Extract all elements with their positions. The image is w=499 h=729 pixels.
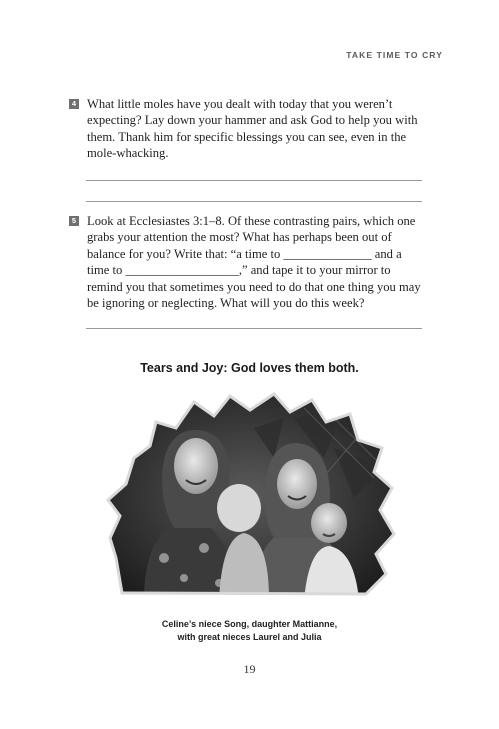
question-text: Look at Ecclesiastes 3:1–8. Of these contrasting pairs, which one grabs your attention the most? What has perhaps been out of balance for you? Write that: “a time to ______________ and a time to __________________,” and tape it to your mirror to remind you that sometimes you need to do that one thing you may be ignoring or neglecting. What will you do this week?: [87, 214, 421, 311]
question-number-badge: 5: [69, 216, 79, 226]
running-head: TAKE TIME TO CRY: [346, 50, 443, 60]
photo-title: Tears and Joy: God loves them both.: [140, 361, 359, 375]
answer-line: [86, 328, 422, 329]
photo-caption-line: with great nieces Laurel and Julia: [177, 632, 322, 642]
question-text: What little moles have you dealt with today that you weren’t expecting? Lay down your hammer and ask God to help you with them. Thank him for specific blessings you can see, even in the mole-whacking.: [87, 97, 418, 161]
photo-caption-line: Celine’s niece Song, daughter Mattianne,: [161, 619, 338, 629]
answer-line: [86, 180, 422, 181]
answer-line: [86, 201, 422, 202]
photo-illustration: [104, 388, 396, 600]
page-number: 19: [243, 662, 256, 676]
photo-caption: [0, 618, 499, 644]
question-5: [70, 213, 426, 311]
torn-paper-photo: [104, 388, 396, 600]
question-number-badge: 4: [69, 99, 79, 109]
question-4: [70, 96, 426, 162]
